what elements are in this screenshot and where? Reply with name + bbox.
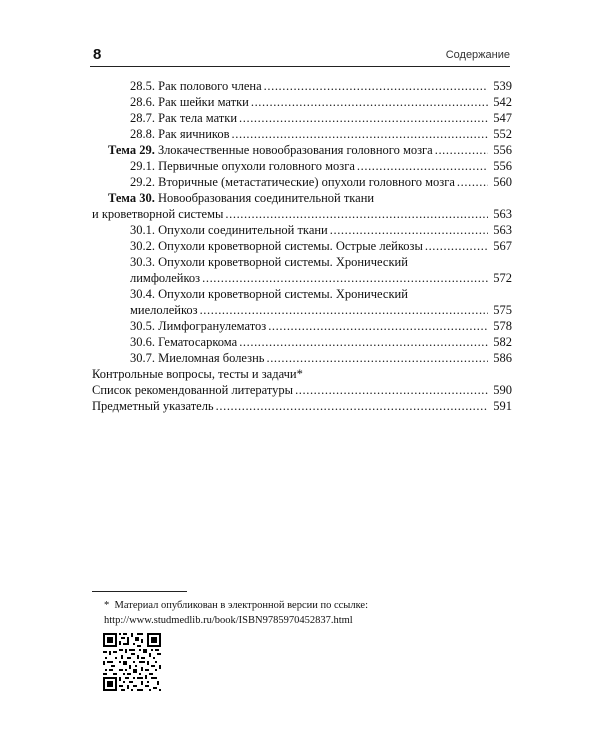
toc-entry-title: 30.6. Гематосаркома <box>130 335 238 349</box>
dot-leader <box>266 350 488 366</box>
toc-entry-title: 29.2. Вторичные (метастатические) опухоли головного мозга <box>130 175 455 189</box>
footnote-url[interactable]: http://www.studmedlib.ru/book/ISBN9785970452837.html <box>104 615 353 626</box>
qr-code-icon[interactable] <box>103 633 161 691</box>
toc-page-number: 542 <box>493 95 512 109</box>
footnote-text: Материал опубликован в электронной версии по ссылке: <box>114 600 368 611</box>
toc-entry-title: 30.7. Миеломная болезнь <box>130 351 265 365</box>
toc-page-number: 582 <box>493 335 512 349</box>
dot-leader <box>216 398 488 414</box>
toc-entry-title: 28.5. Рак полового члена <box>130 79 262 93</box>
toc-entry[interactable] <box>92 110 512 126</box>
toc-entry-title: 30.2. Опухоли кроветворной системы. Острые лейкозы <box>130 239 423 253</box>
toc-entry-title: 28.6. Рак шейки матки <box>130 95 249 109</box>
toc-entry[interactable] <box>92 174 512 190</box>
toc-page-number: 578 <box>493 319 512 333</box>
toc-entry[interactable] <box>92 78 512 94</box>
toc-entry[interactable] <box>92 366 512 382</box>
toc-entry-title-line2: миелолейкоз <box>130 303 198 317</box>
toc-page-number: 591 <box>493 399 512 413</box>
footnote-divider <box>92 591 187 592</box>
toc-entry[interactable] <box>92 318 512 334</box>
toc-entry-title-line1: 30.3. Опухоли кроветворной системы. Хронический <box>130 255 408 269</box>
dot-leader <box>202 270 488 286</box>
chapter-title: Злокачественные новообразования головного мозга <box>157 143 433 157</box>
toc-entry-title: 28.8. Рак яичников <box>130 127 230 141</box>
toc-page-number: 586 <box>493 351 512 365</box>
toc-entry-title-line1: 30.4. Опухоли кроветворной системы. Хронический <box>130 287 408 301</box>
toc-entry[interactable] <box>92 334 512 350</box>
dot-leader <box>357 158 488 174</box>
toc-entry[interactable] <box>92 238 512 254</box>
chapter-number: Тема 30. <box>108 191 155 205</box>
toc-page-number: 590 <box>493 383 512 397</box>
toc-entry-title: Предметный указатель <box>92 399 214 413</box>
dot-leader <box>295 382 488 398</box>
table-of-contents <box>92 78 512 414</box>
toc-entry-title-line1 <box>108 190 512 206</box>
toc-entry[interactable] <box>92 94 512 110</box>
toc-page-number: 547 <box>493 111 512 125</box>
dot-leader <box>232 126 488 142</box>
page-number: 8 <box>93 46 102 63</box>
dot-leader <box>264 78 488 94</box>
toc-entry[interactable] <box>92 126 512 142</box>
toc-entry-title <box>108 142 433 158</box>
dot-leader <box>268 318 488 334</box>
running-section-title: Содержание <box>445 49 510 61</box>
toc-chapter-entry[interactable] <box>92 190 512 222</box>
dot-leader <box>425 238 488 254</box>
dot-leader <box>330 222 488 238</box>
dot-leader <box>239 334 488 350</box>
toc-entry-title: Список рекомендованной литературы <box>92 383 294 397</box>
footnote <box>92 598 512 628</box>
toc-page-number: 556 <box>493 143 512 157</box>
dot-leader <box>251 94 488 110</box>
toc-page-number: 563 <box>493 207 512 221</box>
page-header <box>90 46 510 67</box>
toc-entry[interactable] <box>92 254 512 286</box>
toc-page-number: 539 <box>493 79 512 93</box>
dot-leader <box>435 142 488 158</box>
toc-entry[interactable] <box>92 350 512 366</box>
toc-entry[interactable] <box>92 398 512 414</box>
toc-entry[interactable] <box>92 158 512 174</box>
dot-leader <box>239 110 488 126</box>
toc-chapter-entry[interactable] <box>92 142 512 158</box>
toc-page-number: 563 <box>493 223 512 237</box>
toc-entry-title: 30.1. Опухоли соединительной ткани <box>130 223 328 237</box>
toc-page-number: 560 <box>493 175 512 189</box>
toc-page-number: 567 <box>493 239 512 253</box>
toc-entry[interactable] <box>92 286 512 318</box>
dot-leader <box>200 302 488 318</box>
toc-entry-title-line2: лимфолейкоз <box>130 271 201 285</box>
chapter-number: Тема 29. <box>108 143 155 157</box>
chapter-title: Новообразования соединительной ткани <box>157 191 375 205</box>
footnote-text-line <box>92 598 512 613</box>
dot-leader <box>225 206 488 222</box>
toc-entry-title: 28.7. Рак тела матки <box>130 111 238 125</box>
toc-entry-title: Контрольные вопросы, тесты и задачи* <box>92 367 303 381</box>
toc-entry-title: 29.1. Первичные опухоли головного мозга <box>130 159 355 173</box>
toc-page-number: 572 <box>493 271 512 285</box>
toc-page-number: 552 <box>493 127 512 141</box>
toc-page-number: 575 <box>493 303 512 317</box>
footnote-marker: * <box>104 600 110 611</box>
dot-leader <box>457 174 488 190</box>
toc-entry-title-line2: и кроветворной системы <box>92 207 224 221</box>
toc-entry-title: 30.5. Лимфогранулематоз <box>130 319 267 333</box>
toc-entry[interactable] <box>92 222 512 238</box>
toc-entry[interactable] <box>92 382 512 398</box>
toc-page-number: 556 <box>493 159 512 173</box>
